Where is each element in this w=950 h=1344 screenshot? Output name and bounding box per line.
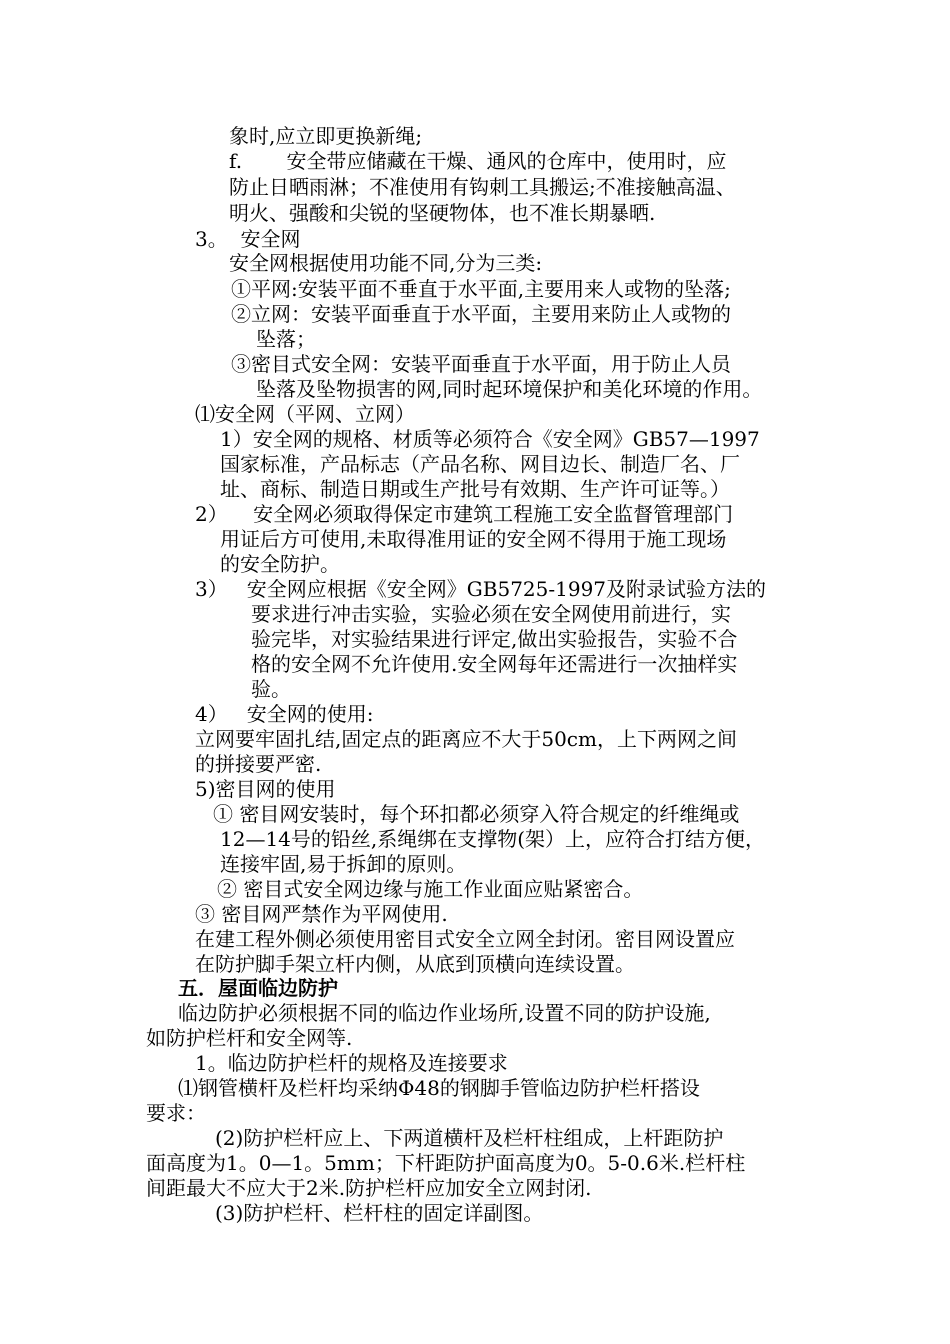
text-line: 如防护栏杆和安全网等. bbox=[146, 1026, 353, 1050]
text-line: 的安全防护。 bbox=[220, 552, 340, 576]
text-line: (3)防护栏杆、栏杆柱的固定详副图。 bbox=[215, 1201, 544, 1225]
text-line: 临边防护必须根据不同的临边作业场所,设置不同的防护设施, bbox=[178, 1001, 711, 1025]
text-line: 址、商标、制造日期或生产批号有效期、生产许可证等。） bbox=[220, 477, 730, 501]
list-item: ②立网：安装平面垂直于水平面，主要用来防止人或物的 bbox=[231, 302, 731, 326]
text-line: 12—14号的铅丝,系绳绑在支撑物(架）上，应符合打结方便， bbox=[220, 827, 766, 851]
text-line: 明火、强酸和尖锐的坚硬物体，也不准长期暴晒. bbox=[229, 201, 656, 225]
text-line: 坠落； bbox=[256, 327, 316, 351]
text-line: 象时,应立即更换新绳; bbox=[229, 124, 423, 148]
list-item: ①平网:安装平面不垂直于水平面,主要用来人或物的坠落; bbox=[231, 277, 731, 301]
subsection-heading: ⑴安全网（平网、立网） bbox=[195, 402, 415, 426]
text-line: 间距最大不应大于2米.防护栏杆应加安全立网封闭. bbox=[146, 1176, 592, 1200]
subsection-heading: 1。临边防护栏杆的规格及连接要求 bbox=[195, 1051, 508, 1075]
text-line: 面高度为1。0—1。5mm；下杆距防护面高度为0。5-0.6米.栏杆柱 bbox=[146, 1151, 746, 1175]
text-line: 格的安全网不允许使用.安全网每年还需进行一次抽样实 bbox=[251, 652, 738, 676]
text-line: 防止日晒雨淋；不准使用有钩刺工具搬运;不准接触高温、 bbox=[229, 175, 736, 199]
text-line: 的拼接要严密. bbox=[195, 752, 322, 776]
text-line: 要求： bbox=[146, 1101, 206, 1125]
section-heading: 五．屋面临边防护 bbox=[178, 976, 338, 1000]
list-item: ① 密目网安装时，每个环扣都必须穿入符合规定的纤维绳或 bbox=[213, 802, 740, 826]
text-line: 连接牢固,易于拆卸的原则。 bbox=[220, 852, 467, 876]
list-item: ③密目式安全网：安装平面垂直于水平面，用于防止人员 bbox=[231, 352, 731, 376]
text-line: 国家标准，产品标志（产品名称、网目边长、制造厂名、厂 bbox=[220, 452, 740, 476]
text-line: 验。 bbox=[251, 677, 291, 701]
text-line: 在防护脚手架立杆内侧，从底到顶横向连续设置。 bbox=[195, 952, 635, 976]
list-item: ③ 密目网严禁作为平网使用. bbox=[195, 902, 448, 926]
text-line: 2） 安全网必须取得保定市建筑工程施工安全监督管理部门 bbox=[195, 502, 734, 526]
list-item: ② 密目式安全网边缘与施工作业面应贴紧密合。 bbox=[217, 877, 644, 901]
text-line: (2)防护栏杆应上、下两道横杆及栏杆柱组成，上杆距防护 bbox=[215, 1126, 724, 1150]
text-line: 安全网根据使用功能不同,分为三类: bbox=[229, 251, 543, 275]
text-line: 坠落及坠物损害的网,同时起环境保护和美化环境的作用。 bbox=[256, 377, 763, 401]
text-line: 5)密目网的使用 bbox=[195, 777, 336, 801]
section-heading: 3。 安全网 bbox=[195, 227, 301, 251]
text-line: ⑴钢管横杆及栏杆均采纳Φ48的钢脚手管临边防护栏杆搭设 bbox=[178, 1076, 700, 1100]
text-line: 立网要牢固扎结,固定点的距离应不大于50cm，上下两网之间 bbox=[195, 727, 737, 751]
text-line: 4） 安全网的使用: bbox=[195, 702, 374, 726]
text-line: 验完毕，对实验结果进行评定,做出实验报告，实验不合 bbox=[251, 627, 738, 651]
text-line: 3） 安全网应根据《安全网》GB5725-1997及附录试验方法的 bbox=[195, 577, 767, 601]
text-line: 在建工程外侧必须使用密目式安全立网全封闭。密目网设置应 bbox=[195, 927, 735, 951]
text-line: 用证后方可使用,未取得准用证的安全网不得用于施工现场 bbox=[220, 527, 727, 551]
text-line: f. 安全带应储藏在干燥、通风的仓库中，使用时，应 bbox=[229, 149, 727, 173]
text-line: 要求进行冲击实验，实验必须在安全网使用前进行，实 bbox=[251, 602, 731, 626]
text-line: 1）安全网的规格、材质等必须符合《安全网》GB57—1997 bbox=[220, 427, 760, 451]
